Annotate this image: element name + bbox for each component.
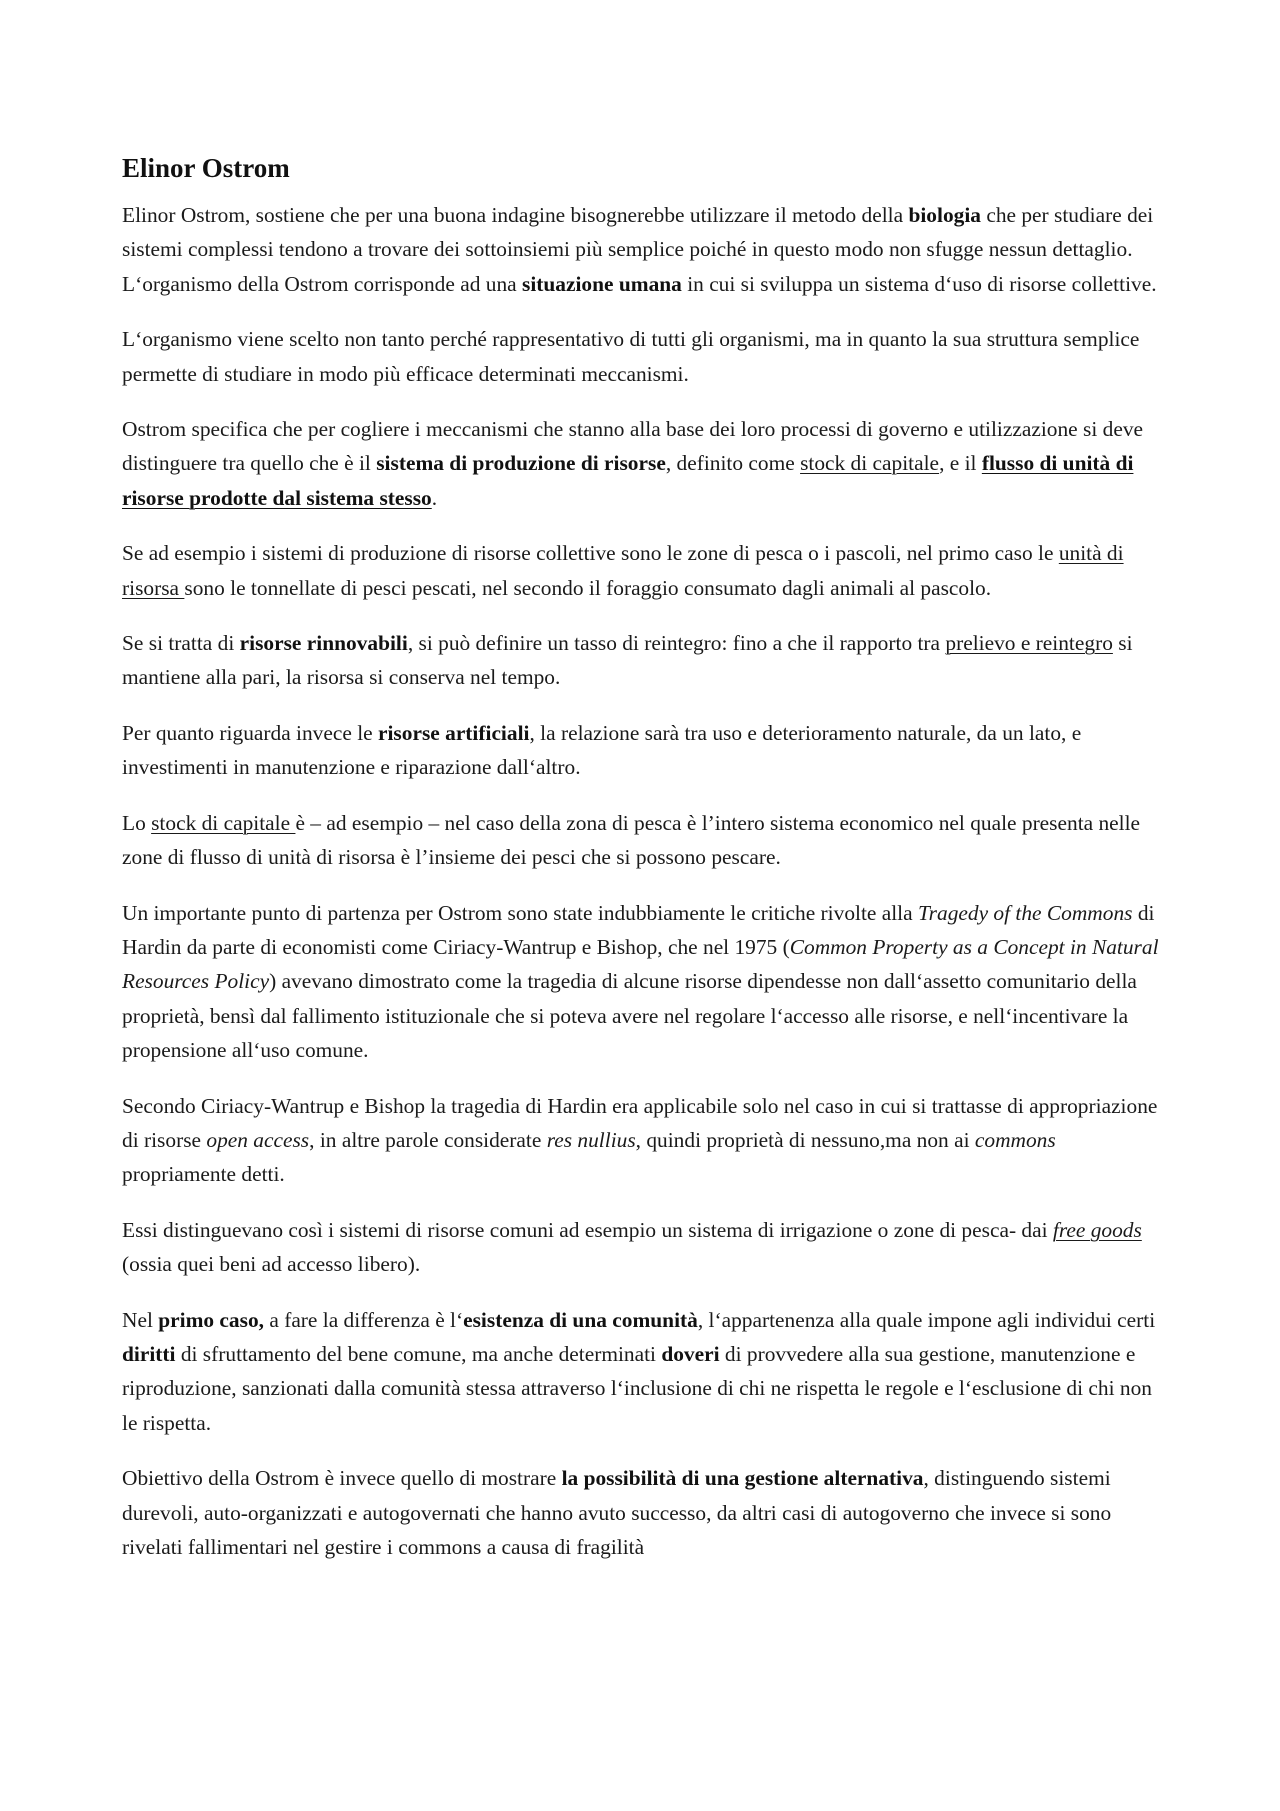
text-run: Secondo Ciriacy-Wantrup e Bishop la tragedia di Hardin era applicabile solo nel caso in cui si trattasse di appropriazione di risorse <box>122 1093 1158 1152</box>
paragraph <box>122 322 1167 391</box>
text-run: diritti <box>122 1341 176 1366</box>
text-run: Un importante punto di partenza per Ostrom sono state indubbiamente le critiche rivolte alla <box>122 900 918 925</box>
text-run: è – ad esempio – nel caso della zona di pesca è l’intero sistema economico nel quale presenta nelle zone di flusso di unità di risorsa è l’insieme dei pesci che si possono pescare. <box>122 810 1141 870</box>
paragraph <box>122 412 1167 515</box>
paragraph <box>122 198 1167 301</box>
text-run: che per studiare dei sistemi complessi tendono a trovare dei sottoinsiemi più semplice poiché in questo modo non sfugge nessun dettaglio. L‘organismo della Ostrom corrisponde ad una <box>122 203 1154 296</box>
text-run: , la relazione sarà tra uso e deterioramento naturale, da un lato, e investimenti in manutenzione e riparazione dall‘altro. <box>122 720 1082 780</box>
text-run: flusso di unità di risorse prodotte dal sistema stesso <box>122 451 1134 510</box>
text-run: . <box>431 485 438 510</box>
paragraph <box>122 1461 1167 1564</box>
text-run: unità di risorsa <box>122 541 1124 600</box>
text-run: in cui si sviluppa un sistema d‘uso di risorse collettive. <box>681 271 1157 296</box>
text-run: ) avevano dimostrato come la tragedia di alcune risorse dipendesse non dall‘assetto comunitario della proprietà, bensì dal fallimento istituzionale che si poteva avere nel regolare l‘accesso alle risorse, e nell‘incentivare la propensione all‘uso comune. <box>122 969 1137 1063</box>
text-run: , si può definire un tasso di reintegro: fino a che il rapporto tra <box>407 631 946 656</box>
text-run: situazione umana <box>522 271 682 296</box>
text-run: Nel <box>122 1307 159 1332</box>
text-run: Se si tratta di <box>122 631 240 656</box>
text-run: free goods <box>1052 1217 1142 1242</box>
text-run: biologia <box>908 203 981 227</box>
text-run: di sfruttamento del bene comune, ma anche determinati <box>175 1341 662 1366</box>
text-run: Lo <box>122 810 152 835</box>
text-run: , e il <box>939 451 982 476</box>
paragraph <box>122 1089 1167 1192</box>
text-run: , quindi proprietà di nessuno,ma non ai <box>635 1127 975 1152</box>
text-run: commons <box>974 1127 1056 1152</box>
text-run: Se ad esempio i sistemi di produzione di risorse collettive sono le zone di pesca o i pascoli, nel primo caso le <box>122 541 1059 566</box>
text-run: , definito come <box>665 451 801 476</box>
text-run: la possibilità di una gestione alternativa <box>561 1466 924 1491</box>
text-run: Essi distinguevano così i sistemi di risorse comuni ad esempio un sistema di irrigazione o zone di pesca- dai <box>122 1217 1053 1242</box>
text-run: sono le tonnellate di pesci pescati, nel secondo il foraggio consumato dagli animali al pascolo. <box>184 575 992 600</box>
text-run: Per quanto riguarda invece le <box>122 720 378 745</box>
paragraph <box>122 1303 1167 1441</box>
text-run: stock di capitale <box>151 810 296 835</box>
text-run: Elinor Ostrom, sostiene che per una buona indagine bisognerebbe utilizzare il metodo della <box>122 203 909 227</box>
text-run: , distinguendo sistemi durevoli, auto-organizzati e autogovernati che hanno avuto successo, da altri casi di autogoverno che invece si sono rivelati fallimentari nel gestire i commons a causa di fragilità <box>122 1466 1112 1559</box>
text-run: Obiettivo della Ostrom è invece quello di mostrare <box>122 1466 562 1491</box>
paragraph <box>122 536 1167 605</box>
text-run: di provvedere alla sua gestione, manutenzione e riproduzione, sanzionati dalla comunità stessa attraverso l‘inclusione di chi ne rispetta le regole e l‘esclusione di chi non le rispetta. <box>122 1341 1152 1435</box>
text-run: si mantiene alla pari, la risorsa si conserva nel tempo. <box>122 631 1133 690</box>
paragraph <box>122 716 1167 785</box>
text-run: risorse artificiali <box>378 720 530 745</box>
page-title: Elinor Ostrom <box>122 153 290 183</box>
text-run: Ostrom specifica che per cogliere i meccanismi che stanno alla base dei loro processi di governo e utilizzazione si deve distinguere tra quello che è il <box>122 417 1144 476</box>
text-run: L‘organismo viene scelto non tanto perché rappresentativo di tutti gli organismi, ma in quanto la sua struttura semplice permette di studiare in modo più efficace determinati meccanismi. <box>122 327 1140 386</box>
text-run: doveri <box>661 1341 720 1366</box>
paragraph <box>122 806 1167 875</box>
text-run: di Hardin da parte di economisti come Ciriacy-Wantrup e Bishop, che nel 1975 ( <box>122 900 1155 959</box>
paragraph <box>122 1213 1167 1282</box>
paragraph <box>122 626 1167 695</box>
text-run: stock di capitale <box>800 451 940 476</box>
text-run: esistenza di una comunità <box>463 1307 698 1332</box>
text-run: res nullius <box>546 1127 636 1152</box>
text-run: primo caso, <box>158 1307 264 1332</box>
document-page <box>122 148 1167 1585</box>
text-run: a fare la differenza è l‘ <box>264 1307 464 1332</box>
text-run: prelievo e reintegro <box>945 631 1113 656</box>
text-run: , l‘appartenenza alla quale impone agli individui certi <box>697 1307 1156 1332</box>
text-run: propriamente detti. <box>122 1162 285 1187</box>
text-run: Tragedy of the Commons <box>917 900 1133 925</box>
text-run: Common Property as a Concept in Natural Resources Policy <box>122 934 1159 994</box>
text-run: (ossia quei beni ad accesso libero). <box>122 1252 421 1277</box>
text-run: risorse rinnovabili <box>239 631 408 656</box>
paragraph <box>122 896 1167 1068</box>
document-body <box>122 198 1167 1564</box>
text-run: open access <box>206 1127 310 1152</box>
text-run: sistema di produzione di risorse <box>376 451 666 476</box>
text-run: , in altre parole considerate <box>309 1127 547 1152</box>
